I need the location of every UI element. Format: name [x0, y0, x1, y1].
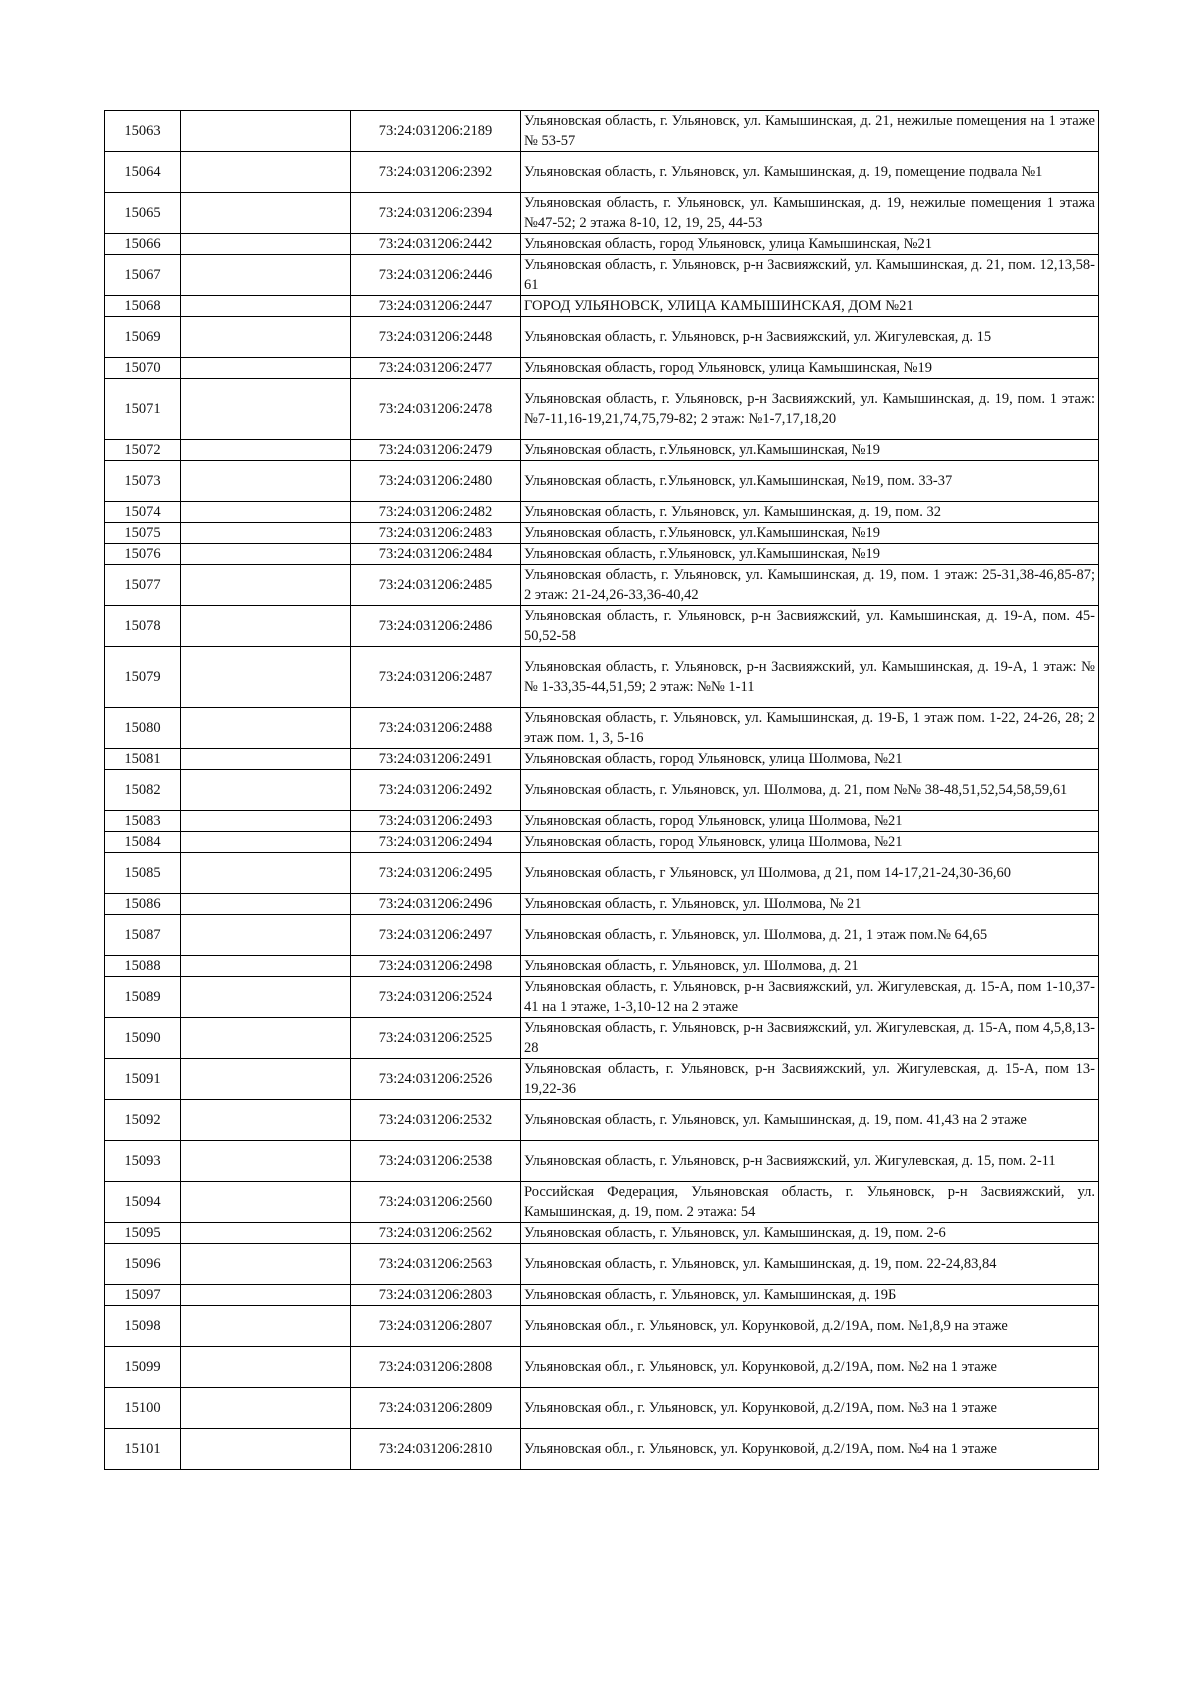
- empty-cell: [181, 832, 351, 853]
- cadastral-number-cell: 73:24:031206:2448: [351, 317, 521, 358]
- empty-cell: [181, 152, 351, 193]
- table-row: [105, 1141, 1099, 1182]
- row-number-cell: 15097: [105, 1285, 181, 1306]
- address-cell: Ульяновская область, г. Ульяновск, р-н Засвияжский, ул. Жигулевская, д. 15-А, пом 1-10,37-41 на 1 этаже, 1-3,10-12 на 2 этаже: [521, 977, 1099, 1018]
- address-cell: Ульяновская обл., г. Ульяновск, ул. Корунковой, д.2/19А, пом. №1,8,9 на этаже: [521, 1306, 1099, 1347]
- row-number-cell: 15069: [105, 317, 181, 358]
- row-number-cell: 15074: [105, 502, 181, 523]
- address-cell: Ульяновская обл., г. Ульяновск, ул. Корунковой, д.2/19А, пом. №2 на 1 этаже: [521, 1347, 1099, 1388]
- empty-cell: [181, 461, 351, 502]
- address-cell: Ульяновская обл., г. Ульяновск, ул. Корунковой, д.2/19А, пом. №4 на 1 этаже: [521, 1429, 1099, 1470]
- empty-cell: [181, 894, 351, 915]
- empty-cell: [181, 255, 351, 296]
- address-cell: Ульяновская область, город Ульяновск, улица Камышинская, №19: [521, 358, 1099, 379]
- cadastral-number-cell: 73:24:031206:2807: [351, 1306, 521, 1347]
- empty-cell: [181, 770, 351, 811]
- row-number-cell: 15064: [105, 152, 181, 193]
- table-row: [105, 565, 1099, 606]
- empty-cell: [181, 1223, 351, 1244]
- address-cell: Ульяновская область, город Ульяновск, улица Камышинская, №21: [521, 234, 1099, 255]
- table-row: [105, 1347, 1099, 1388]
- address-cell: Ульяновская область, г. Ульяновск, ул. Камышинская, д. 19, пом. 32: [521, 502, 1099, 523]
- table-row: [105, 749, 1099, 770]
- row-number-cell: 15091: [105, 1059, 181, 1100]
- empty-cell: [181, 956, 351, 977]
- empty-cell: [181, 1347, 351, 1388]
- empty-cell: [181, 1141, 351, 1182]
- row-number-cell: 15071: [105, 379, 181, 440]
- table-row: [105, 296, 1099, 317]
- cadastral-number-cell: 73:24:031206:2560: [351, 1182, 521, 1223]
- row-number-cell: 15086: [105, 894, 181, 915]
- row-number-cell: 15079: [105, 647, 181, 708]
- cadastral-number-cell: 73:24:031206:2486: [351, 606, 521, 647]
- empty-cell: [181, 1388, 351, 1429]
- table-row: [105, 234, 1099, 255]
- row-number-cell: 15066: [105, 234, 181, 255]
- row-number-cell: 15083: [105, 811, 181, 832]
- empty-cell: [181, 1100, 351, 1141]
- address-cell: Ульяновская область, г. Ульяновск, ул. Шолмова, д. 21, 1 этаж пом.№ 64,65: [521, 915, 1099, 956]
- empty-cell: [181, 440, 351, 461]
- row-number-cell: 15096: [105, 1244, 181, 1285]
- cadastral-number-cell: 73:24:031206:2482: [351, 502, 521, 523]
- address-cell: Ульяновская область, г. Ульяновск, р-н Засвияжский, ул. Камышинская, д. 19-А, 1 этаж: №№ 1-33,35-44,51,59; 2 этаж: №№ 1-11: [521, 647, 1099, 708]
- table-row: [105, 956, 1099, 977]
- row-number-cell: 15068: [105, 296, 181, 317]
- empty-cell: [181, 296, 351, 317]
- row-number-cell: 15099: [105, 1347, 181, 1388]
- cadastral-number-cell: 73:24:031206:2492: [351, 770, 521, 811]
- row-number-cell: 15101: [105, 1429, 181, 1470]
- address-cell: Ульяновская область, г. Ульяновск, ул. Камышинская, д. 19-Б, 1 этаж пом. 1-22, 24-26, 28; 2 этаж пом. 1, 3, 5-16: [521, 708, 1099, 749]
- cadastral-number-cell: 73:24:031206:2808: [351, 1347, 521, 1388]
- empty-cell: [181, 1059, 351, 1100]
- table-row: [105, 1223, 1099, 1244]
- table-row: [105, 440, 1099, 461]
- empty-cell: [181, 379, 351, 440]
- empty-cell: [181, 749, 351, 770]
- row-number-cell: 15090: [105, 1018, 181, 1059]
- table-row: [105, 1244, 1099, 1285]
- empty-cell: [181, 358, 351, 379]
- table-row: [105, 193, 1099, 234]
- address-cell: Ульяновская область, г. Ульяновск, ул. Камышинская, д. 19, пом. 41,43 на 2 этаже: [521, 1100, 1099, 1141]
- empty-cell: [181, 1018, 351, 1059]
- cadastral-number-cell: 73:24:031206:2526: [351, 1059, 521, 1100]
- empty-cell: [181, 544, 351, 565]
- address-cell: Ульяновская область, г. Ульяновск, ул. Шолмова, д. 21, пом №№ 38-48,51,52,54,58,59,61: [521, 770, 1099, 811]
- table-row: [105, 832, 1099, 853]
- empty-cell: [181, 853, 351, 894]
- table-row: [105, 461, 1099, 502]
- cadastral-number-cell: 73:24:031206:2493: [351, 811, 521, 832]
- row-number-cell: 15087: [105, 915, 181, 956]
- cadastral-number-cell: 73:24:031206:2394: [351, 193, 521, 234]
- cadastral-number-cell: 73:24:031206:2484: [351, 544, 521, 565]
- registry-body: [105, 111, 1099, 1470]
- table-row: [105, 647, 1099, 708]
- table-row: [105, 853, 1099, 894]
- empty-cell: [181, 523, 351, 544]
- cadastral-number-cell: 73:24:031206:2446: [351, 255, 521, 296]
- row-number-cell: 15092: [105, 1100, 181, 1141]
- cadastral-number-cell: 73:24:031206:2478: [351, 379, 521, 440]
- row-number-cell: 15072: [105, 440, 181, 461]
- address-cell: Ульяновская область, г. Ульяновск, ул. Шолмова, № 21: [521, 894, 1099, 915]
- address-cell: Ульяновская область, г. Ульяновск, р-н Засвияжский, ул. Камышинская, д. 21, пом. 12,13,58-61: [521, 255, 1099, 296]
- row-number-cell: 15088: [105, 956, 181, 977]
- cadastral-number-cell: 73:24:031206:2495: [351, 853, 521, 894]
- table-row: [105, 1018, 1099, 1059]
- address-cell: Ульяновская область, г. Ульяновск, р-н Засвияжский, ул. Жигулевская, д. 15-А, пом 13-19,22-36: [521, 1059, 1099, 1100]
- table-row: [105, 1182, 1099, 1223]
- registry-table: [104, 110, 1099, 1470]
- address-cell: Ульяновская область, г.Ульяновск, ул.Камышинская, №19, пом. 33-37: [521, 461, 1099, 502]
- empty-cell: [181, 606, 351, 647]
- row-number-cell: 15082: [105, 770, 181, 811]
- address-cell: Ульяновская область, город Ульяновск, улица Шолмова, №21: [521, 749, 1099, 770]
- cadastral-number-cell: 73:24:031206:2563: [351, 1244, 521, 1285]
- empty-cell: [181, 1306, 351, 1347]
- table-row: [105, 811, 1099, 832]
- address-cell: Ульяновская область, г. Ульяновск, ул. Шолмова, д. 21: [521, 956, 1099, 977]
- cadastral-number-cell: 73:24:031206:2538: [351, 1141, 521, 1182]
- table-row: [105, 317, 1099, 358]
- empty-cell: [181, 565, 351, 606]
- table-row: [105, 1059, 1099, 1100]
- address-cell: Ульяновская область, г. Ульяновск, р-н Засвияжский, ул. Жигулевская, д. 15: [521, 317, 1099, 358]
- empty-cell: [181, 1429, 351, 1470]
- row-number-cell: 15081: [105, 749, 181, 770]
- cadastral-number-cell: 73:24:031206:2532: [351, 1100, 521, 1141]
- table-row: [105, 1306, 1099, 1347]
- empty-cell: [181, 317, 351, 358]
- row-number-cell: 15080: [105, 708, 181, 749]
- table-row: [105, 523, 1099, 544]
- empty-cell: [181, 1244, 351, 1285]
- table-row: [105, 502, 1099, 523]
- address-cell: Ульяновская область, г. Ульяновск, р-н Засвияжский, ул. Жигулевская, д. 15, пом. 2-11: [521, 1141, 1099, 1182]
- row-number-cell: 15095: [105, 1223, 181, 1244]
- empty-cell: [181, 811, 351, 832]
- address-cell: Ульяновская область, г. Ульяновск, р-н Засвияжский, ул. Камышинская, д. 19-А, пом. 45-50,52-58: [521, 606, 1099, 647]
- cadastral-number-cell: 73:24:031206:2189: [351, 111, 521, 152]
- empty-cell: [181, 977, 351, 1018]
- empty-cell: [181, 915, 351, 956]
- address-cell: Ульяновская область, г. Ульяновск, ул. Камышинская, д. 19, пом. 1 этаж: 25-31,38-46,85-87; 2 этаж: 21-24,26-33,36-40,42: [521, 565, 1099, 606]
- cadastral-number-cell: 73:24:031206:2524: [351, 977, 521, 1018]
- table-row: [105, 544, 1099, 565]
- empty-cell: [181, 647, 351, 708]
- empty-cell: [181, 234, 351, 255]
- cadastral-number-cell: 73:24:031206:2477: [351, 358, 521, 379]
- address-cell: Ульяновская область, город Ульяновск, улица Шолмова, №21: [521, 832, 1099, 853]
- address-cell: Ульяновская область, г. Ульяновск, ул. Камышинская, д. 19, помещение подвала №1: [521, 152, 1099, 193]
- cadastral-number-cell: 73:24:031206:2497: [351, 915, 521, 956]
- cadastral-number-cell: 73:24:031206:2525: [351, 1018, 521, 1059]
- table-row: [105, 770, 1099, 811]
- address-cell: Ульяновская область, г. Ульяновск, ул. Камышинская, д. 19, пом. 22-24,83,84: [521, 1244, 1099, 1285]
- table-row: [105, 379, 1099, 440]
- cadastral-number-cell: 73:24:031206:2496: [351, 894, 521, 915]
- table-row: [105, 1388, 1099, 1429]
- cadastral-number-cell: 73:24:031206:2809: [351, 1388, 521, 1429]
- cadastral-number-cell: 73:24:031206:2803: [351, 1285, 521, 1306]
- table-row: [105, 152, 1099, 193]
- empty-cell: [181, 1182, 351, 1223]
- table-row: [105, 606, 1099, 647]
- cadastral-number-cell: 73:24:031206:2485: [351, 565, 521, 606]
- table-row: [105, 894, 1099, 915]
- address-cell: Ульяновская область, г. Ульяновск, ул. Камышинская, д. 21, нежилые помещения на 1 этаже № 53-57: [521, 111, 1099, 152]
- row-number-cell: 15067: [105, 255, 181, 296]
- cadastral-number-cell: 73:24:031206:2498: [351, 956, 521, 977]
- cadastral-number-cell: 73:24:031206:2488: [351, 708, 521, 749]
- cadastral-number-cell: 73:24:031206:2810: [351, 1429, 521, 1470]
- cadastral-number-cell: 73:24:031206:2491: [351, 749, 521, 770]
- row-number-cell: 15076: [105, 544, 181, 565]
- cadastral-number-cell: 73:24:031206:2487: [351, 647, 521, 708]
- address-cell: Ульяновская область, г. Ульяновск, ул. Камышинская, д. 19, нежилые помещения 1 этажа №47-52; 2 этажа 8-10, 12, 19, 25, 44-53: [521, 193, 1099, 234]
- empty-cell: [181, 708, 351, 749]
- address-cell: Ульяновская область, г. Ульяновск, ул. Камышинская, д. 19, пом. 2-6: [521, 1223, 1099, 1244]
- empty-cell: [181, 1285, 351, 1306]
- address-cell: Ульяновская обл., г. Ульяновск, ул. Корунковой, д.2/19А, пом. №3 на 1 этаже: [521, 1388, 1099, 1429]
- row-number-cell: 15063: [105, 111, 181, 152]
- empty-cell: [181, 502, 351, 523]
- cadastral-number-cell: 73:24:031206:2479: [351, 440, 521, 461]
- row-number-cell: 15084: [105, 832, 181, 853]
- cadastral-number-cell: 73:24:031206:2480: [351, 461, 521, 502]
- address-cell: Ульяновская область, город Ульяновск, улица Шолмова, №21: [521, 811, 1099, 832]
- row-number-cell: 15073: [105, 461, 181, 502]
- cadastral-number-cell: 73:24:031206:2483: [351, 523, 521, 544]
- address-cell: Ульяновская область, г.Ульяновск, ул.Камышинская, №19: [521, 544, 1099, 565]
- row-number-cell: 15094: [105, 1182, 181, 1223]
- cadastral-number-cell: 73:24:031206:2442: [351, 234, 521, 255]
- row-number-cell: 15078: [105, 606, 181, 647]
- address-cell: Ульяновская область, г Ульяновск, ул Шолмова, д 21, пом 14-17,21-24,30-36,60: [521, 853, 1099, 894]
- table-row: [105, 1285, 1099, 1306]
- table-row: [105, 358, 1099, 379]
- row-number-cell: 15070: [105, 358, 181, 379]
- address-cell: ГОРОД УЛЬЯНОВСК, УЛИЦА КАМЫШИНСКАЯ, ДОМ №21: [521, 296, 1099, 317]
- cadastral-number-cell: 73:24:031206:2562: [351, 1223, 521, 1244]
- table-row: [105, 1429, 1099, 1470]
- row-number-cell: 15100: [105, 1388, 181, 1429]
- table-row: [105, 1100, 1099, 1141]
- address-cell: Ульяновская область, г. Ульяновск, р-н Засвияжский, ул. Жигулевская, д. 15-А, пом 4,5,8,13-28: [521, 1018, 1099, 1059]
- table-row: [105, 915, 1099, 956]
- row-number-cell: 15085: [105, 853, 181, 894]
- row-number-cell: 15098: [105, 1306, 181, 1347]
- cadastral-number-cell: 73:24:031206:2392: [351, 152, 521, 193]
- cadastral-number-cell: 73:24:031206:2494: [351, 832, 521, 853]
- table-row: [105, 255, 1099, 296]
- row-number-cell: 15093: [105, 1141, 181, 1182]
- row-number-cell: 15075: [105, 523, 181, 544]
- address-cell: Российская Федерация, Ульяновская область, г. Ульяновск, р-н Засвияжский, ул. Камышинская, д. 19, пом. 2 этажа: 54: [521, 1182, 1099, 1223]
- address-cell: Ульяновская область, г.Ульяновск, ул.Камышинская, №19: [521, 440, 1099, 461]
- cadastral-number-cell: 73:24:031206:2447: [351, 296, 521, 317]
- row-number-cell: 15065: [105, 193, 181, 234]
- row-number-cell: 15089: [105, 977, 181, 1018]
- table-row: [105, 977, 1099, 1018]
- address-cell: Ульяновская область, г.Ульяновск, ул.Камышинская, №19: [521, 523, 1099, 544]
- address-cell: Ульяновская область, г. Ульяновск, ул. Камышинская, д. 19Б: [521, 1285, 1099, 1306]
- address-cell: Ульяновская область, г. Ульяновск, р-н Засвияжский, ул. Камышинская, д. 19, пом. 1 этаж: №7-11,16-19,21,74,75,79-82; 2 этаж: №1-7,17,18,20: [521, 379, 1099, 440]
- row-number-cell: 15077: [105, 565, 181, 606]
- table-row: [105, 111, 1099, 152]
- empty-cell: [181, 111, 351, 152]
- table-row: [105, 708, 1099, 749]
- empty-cell: [181, 193, 351, 234]
